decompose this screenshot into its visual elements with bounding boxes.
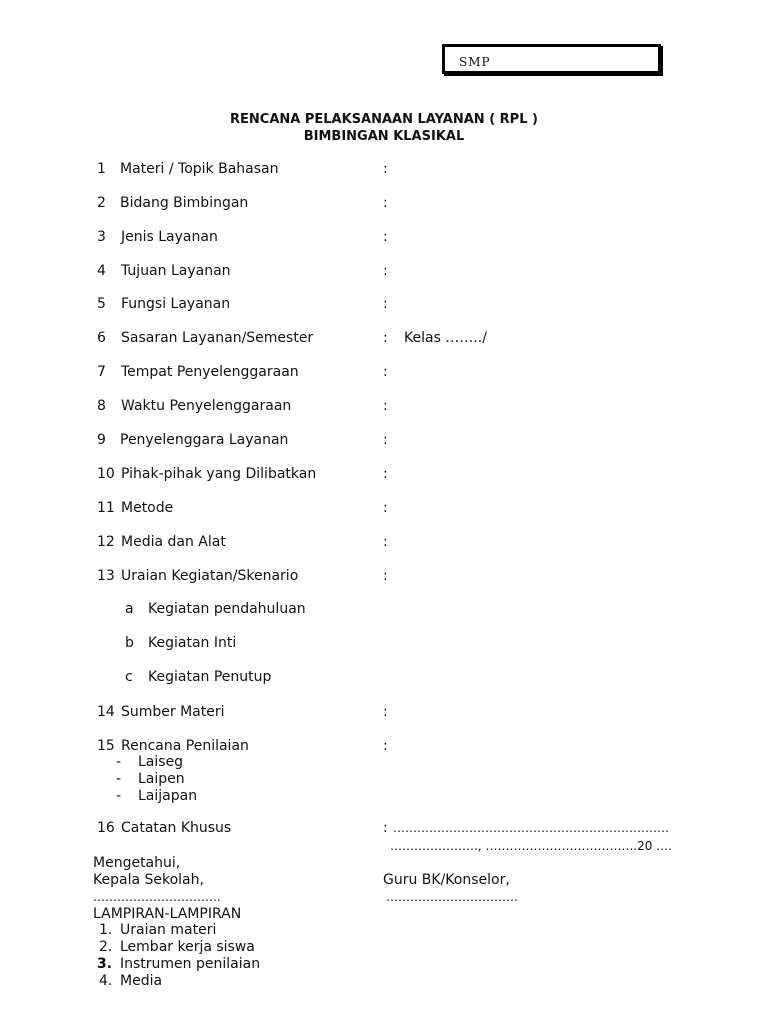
field-number: 3: [97, 229, 106, 245]
attachment-item: Uraian materi: [120, 922, 217, 938]
field-number: 15: [97, 738, 115, 754]
school-label: SMP: [459, 55, 491, 69]
attachment-number: 1.: [99, 922, 113, 938]
attachments-heading: LAMPIRAN-LAMPIRAN: [93, 906, 242, 922]
date-line[interactable]: …………………., ………………………………..20 ….: [390, 839, 672, 853]
document-subtitle: BIMBINGAN KLASIKAL: [303, 129, 465, 144]
attachment-item: Lembar kerja siswa: [120, 939, 255, 955]
field-number: 13: [97, 568, 115, 584]
notes-field[interactable]: ……………………………………………………………: [393, 821, 669, 835]
field-colon: :: [383, 364, 388, 380]
attachment-item: Media: [120, 973, 163, 989]
field-label: Tujuan Layanan: [121, 263, 231, 279]
field-number: 1: [97, 161, 106, 177]
field-number: 6: [97, 330, 106, 346]
field-number: 7: [97, 364, 106, 380]
field-label: Jenis Layanan: [121, 229, 218, 245]
field-label: Catatan Khusus: [121, 820, 232, 836]
field-value[interactable]: Kelas ……../: [404, 330, 487, 346]
acknowledged-label: Mengetahui,: [93, 855, 181, 871]
field-colon: :: [383, 534, 388, 550]
field-label: Bidang Bimbingan: [120, 195, 249, 211]
field-label: Metode: [121, 500, 174, 516]
field-label: Tempat Penyelenggaraan: [121, 364, 299, 380]
field-colon: :: [383, 820, 388, 836]
sub-item-letter: b: [125, 635, 134, 651]
school-name-box[interactable]: [442, 44, 661, 74]
counselor-signature-line[interactable]: ……………………………: [386, 890, 518, 904]
principal-signature-line[interactable]: …………………………..: [93, 890, 221, 904]
assessment-bullet: -: [116, 788, 122, 804]
field-label: Penyelenggara Layanan: [120, 432, 289, 448]
field-colon: :: [383, 161, 388, 177]
assessment-label: Laipen: [138, 771, 185, 787]
sub-item-label: Kegiatan pendahuluan: [148, 601, 306, 617]
sub-item-letter: a: [125, 601, 134, 617]
assessment-bullet: -: [116, 771, 122, 787]
attachment-number: 3.: [97, 956, 113, 972]
field-colon: :: [383, 296, 388, 312]
field-number: 16: [97, 820, 115, 836]
field-colon: :: [383, 195, 388, 211]
field-label: Waktu Penyelenggaraan: [121, 398, 292, 414]
field-colon: :: [383, 398, 388, 414]
field-colon: :: [383, 738, 388, 754]
document-title: RENCANA PELAKSANAAN LAYANAN ( RPL ): [230, 112, 538, 127]
attachment-item: Instrumen penilaian: [120, 956, 261, 972]
field-colon: :: [383, 500, 388, 516]
field-label: Materi / Topik Bahasan: [120, 161, 279, 177]
field-number: 4: [97, 263, 106, 279]
sub-item-label: Kegiatan Penutup: [148, 669, 272, 685]
field-number: 11: [97, 500, 115, 516]
assessment-label: Laijapan: [138, 788, 198, 804]
field-number: 5: [97, 296, 106, 312]
field-label: Rencana Penilaian: [121, 738, 249, 754]
field-number: 10: [97, 466, 115, 482]
field-colon: :: [383, 568, 388, 584]
field-colon: :: [383, 704, 388, 720]
field-colon: :: [383, 432, 388, 448]
field-number: 8: [97, 398, 106, 414]
field-number: 9: [97, 432, 106, 448]
counselor-label: Guru BK/Konselor,: [383, 872, 510, 888]
principal-label: Kepala Sekolah,: [93, 872, 204, 888]
field-label: Uraian Kegiatan/Skenario: [121, 568, 299, 584]
sub-item-letter: c: [125, 669, 133, 685]
field-label: Sumber Materi: [121, 704, 225, 720]
field-label: Fungsi Layanan: [121, 296, 231, 312]
field-label: Pihak-pihak yang Dilibatkan: [121, 466, 317, 482]
field-colon: :: [383, 263, 388, 279]
field-label: Media dan Alat: [121, 534, 226, 550]
field-colon: :: [383, 466, 388, 482]
field-number: 12: [97, 534, 115, 550]
field-colon: :: [383, 229, 388, 245]
field-number: 14: [97, 704, 115, 720]
field-label: Sasaran Layanan/Semester: [121, 330, 314, 346]
attachment-number: 2.: [99, 939, 113, 955]
sub-item-label: Kegiatan Inti: [148, 635, 237, 651]
assessment-bullet: -: [116, 754, 122, 770]
field-number: 2: [97, 195, 106, 211]
attachment-number: 4.: [99, 973, 113, 989]
field-colon: :: [383, 330, 388, 346]
assessment-label: Laiseg: [138, 754, 184, 770]
